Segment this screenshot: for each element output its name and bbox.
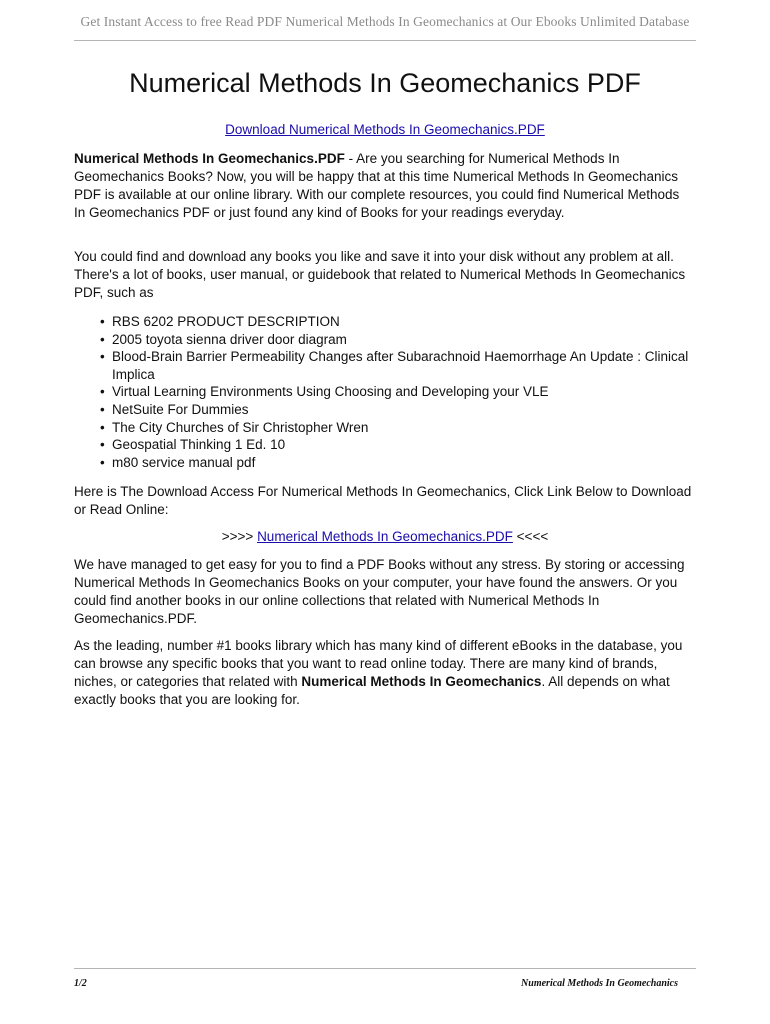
library-text-before: As the leading, number #1 books library which has many kind of different eBooks in the database, you can browse any specific books that you want to read online today. There are many kind of brands, niches, or categories that related with — [74, 638, 683, 689]
storage-paragraph: We have managed to get easy for you to find a PDF Books without any stress. By storing or accessing Numerical Methods In Geomechanics Books on your computer, your have found the answers. Or you could find another books in our online collections that related with Numerical Methods In Geomechanics.PDF. — [74, 557, 685, 626]
footer-title: Numerical Methods In Geomechanics — [521, 978, 678, 989]
intro-bold-lead: Numerical Methods In Geomechanics.PDF — [74, 151, 345, 166]
library-text-after: . All depends on what exactly books that you are looking for. — [74, 674, 670, 707]
access-prefix: >>>> — [221, 529, 258, 544]
header-divider — [74, 40, 696, 41]
list-item: • NetSuite For Dummies — [112, 401, 694, 419]
book-list — [74, 313, 694, 471]
footer-divider — [74, 968, 696, 969]
intro-text: - Are you searching for Numerical Methods In Geomechanics Books? Now, you will be happy that at this time Numerical Methods In Geomechanics PDF is available at our online library. With our complete resources, you could find Numerical Methods In Geomechanics PDF or just found any kind of Books for your readings everyday. — [74, 151, 680, 220]
access-link[interactable]: Numerical Methods In Geomechanics.PDF — [257, 529, 513, 544]
access-paragraph: Here is The Download Access For Numerical Methods In Geomechanics, Click Link Below to Download or Read Online: — [74, 484, 692, 517]
library-paragraph — [74, 637, 694, 709]
download-line — [74, 122, 696, 137]
list-item: • Blood-Brain Barrier Permeability Changes after Subarachnoid Haemorrhage An Update : Clinical Implica — [112, 348, 694, 383]
list-item: • m80 service manual pdf — [112, 454, 694, 472]
page-header: Get Instant Access to free Read PDF Numerical Methods In Geomechanics at Our Ebooks Unlimited Database — [80, 14, 690, 29]
page-title: Numerical Methods In Geomechanics PDF — [129, 68, 641, 98]
books-paragraph: You could find and download any books you like and save it into your disk without any problem at all. There's a lot of books, user manual, or guidebook that related to Numerical Methods In Geomechanics PDF, such as — [74, 249, 686, 300]
intro-paragraph — [74, 150, 694, 222]
list-item: • RBS 6202 PRODUCT DESCRIPTION — [112, 313, 694, 331]
list-item: • Geospatial Thinking 1 Ed. 10 — [112, 436, 694, 454]
access-suffix: <<<< — [512, 529, 549, 544]
list-item: • Virtual Learning Environments Using Choosing and Developing your VLE — [112, 383, 694, 401]
page-number: 1/2 — [74, 978, 87, 989]
list-item: • 2005 toyota sienna driver door diagram — [112, 331, 694, 349]
library-bold: Numerical Methods In Geomechanics — [301, 674, 542, 689]
access-line — [74, 528, 696, 546]
download-link[interactable]: Download Numerical Methods In Geomechanics.PDF — [225, 122, 545, 137]
list-item: • The City Churches of Sir Christopher Wren — [112, 419, 694, 437]
